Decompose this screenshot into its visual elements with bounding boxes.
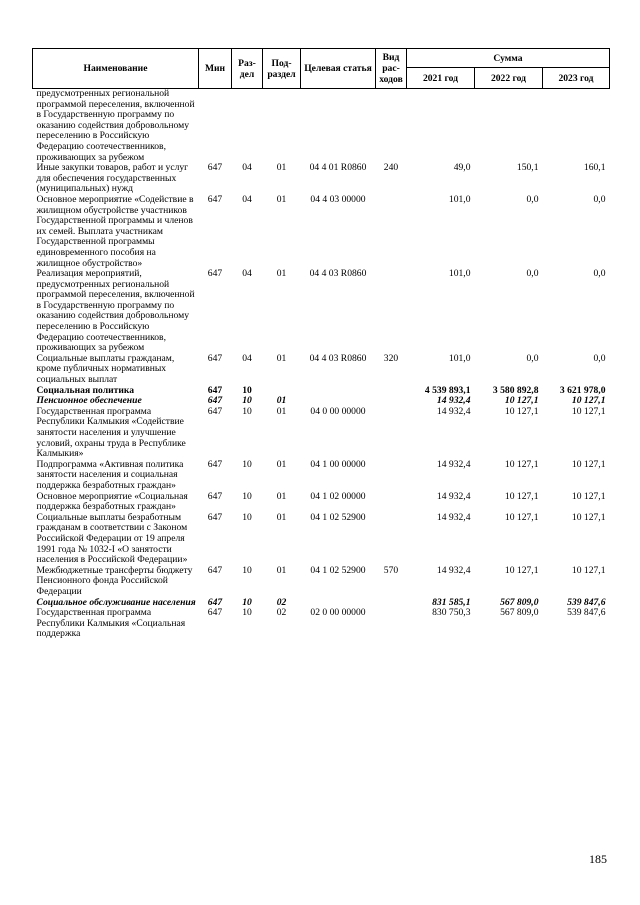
table-cell-name: Основное мероприятие «Социальная поддержка безработных граждан» [36, 490, 188, 513]
table-row [33, 513, 610, 566]
table-row [33, 608, 610, 640]
table-cell-2023: 10 127,1 [571, 490, 606, 502]
table-cell-podrazdel: 01 [276, 511, 287, 523]
table-body [33, 89, 610, 640]
header-min: Мин [199, 49, 232, 89]
table-cell-razdel: 10 [242, 564, 252, 576]
table-cell-2022: 0,0 [526, 352, 539, 364]
table-cell-2022: 10 127,1 [504, 511, 539, 523]
header-2023: 2023 год [543, 68, 610, 89]
table-cell-name: Государственная программа Республики Калмыкия «Содействие занятости населения и улучшение условий, охраны труда в Республике Калмыкия» [36, 405, 186, 460]
table-cell-podrazdel [263, 89, 301, 164]
table-cell-target [301, 89, 376, 164]
table-cell-2023 [543, 89, 610, 164]
table-cell-2023: 0,0 [593, 268, 606, 280]
table-cell-name: Подпрограмма «Активная политика занятости населения и социальная поддержка безработных граждан» [36, 458, 184, 491]
table-cell-target: 04 1 02 00000 [310, 490, 366, 502]
table-cell-2022 [475, 89, 543, 164]
table-cell-2021: 14 932,4 [436, 490, 471, 502]
table-cell-vid [376, 269, 407, 354]
table-cell-2023: 539 847,6 [567, 596, 606, 608]
table-cell-2022: 0,0 [526, 193, 539, 205]
table-cell-podrazdel: 01 [276, 564, 287, 576]
table-cell-min [199, 89, 232, 164]
header-2021: 2021 год [407, 68, 475, 89]
table-cell-2022: 150,1 [516, 162, 539, 174]
table-cell-podrazdel: 01 [276, 395, 287, 407]
table-row [33, 269, 610, 354]
table-cell-target: 04 4 01 R0860 [309, 162, 367, 174]
header-razdel: Раз-дел [232, 49, 263, 89]
table-cell-vid [376, 598, 407, 609]
header-sum: Сумма [407, 49, 610, 68]
table-cell-2022: 0,0 [526, 268, 539, 280]
table-cell-2021 [407, 89, 475, 164]
table-cell-2021: 14 932,4 [436, 405, 471, 417]
table-cell-2023: 539 847,6 [567, 607, 606, 619]
table-cell-vid [376, 513, 407, 566]
table-cell-2021: 4 539 893,1 [424, 384, 471, 396]
table-cell-name: предусмотренных региональной программой переселения, включенной в Государственную программу по оказанию содействия добровольному переселению в Российскую Федерацию соотечественников, проживающих за рубежом [36, 88, 195, 163]
table-cell-razdel: 04 [242, 162, 252, 174]
table-cell-podrazdel: 01 [276, 405, 287, 417]
table-row [33, 89, 610, 164]
table-cell-target: 04 4 03 R0860 [309, 268, 367, 280]
table-cell-name: Реализация мероприятий, предусмотренных региональной программой переселения, включенной в Государственную программу по оказанию содействия добровольному переселению в Российскую Федерацию соотечественников, проживающих за рубежом [36, 268, 195, 354]
table-cell-name: Социальные выплаты гражданам, кроме публичных нормативных социальных выплат [36, 352, 175, 386]
table-cell-name: Социальная политика [36, 384, 135, 396]
header-name: Наименование [33, 49, 199, 89]
table-cell-2023: 0,0 [593, 352, 606, 364]
table-cell-target: 02 0 00 00000 [310, 607, 366, 619]
budget-table [32, 48, 610, 640]
table-cell-name: Межбюджетные трансферты бюджету Пенсионного фонда Российской Федерации [36, 564, 193, 597]
table-cell-name: Основное мероприятие «Содействие в жилищном обустройстве участников Государственной программы и членов их семей. Выплата участникам Государственной программы единовременного пособия на жилищное обустройство» [36, 193, 194, 269]
header-target: Целевая статья [301, 49, 376, 89]
table-cell-min: 647 [207, 162, 223, 174]
table-cell-podrazdel: 01 [276, 268, 287, 280]
table-cell-target [301, 386, 376, 397]
table-cell-podrazdel: 01 [276, 458, 287, 470]
table-cell-razdel: 04 [242, 352, 252, 364]
table-cell-razdel: 10 [242, 607, 252, 619]
table-cell-2021: 14 932,4 [436, 564, 471, 576]
table-cell-2023: 3 621 978,0 [559, 384, 606, 396]
table-cell-razdel: 10 [242, 395, 252, 407]
table-cell-target: 04 1 02 52900 [310, 511, 366, 523]
header-2022: 2022 год [475, 68, 543, 89]
table-row [33, 407, 610, 460]
table-cell-podrazdel: 01 [276, 490, 287, 502]
table-row [33, 195, 610, 269]
table-cell-min: 647 [207, 384, 223, 396]
table-cell-vid [376, 396, 407, 407]
page-number: 185 [589, 852, 607, 866]
table-row [33, 354, 610, 386]
table-cell-2021: 14 932,4 [436, 458, 471, 470]
table-cell-min: 647 [207, 511, 223, 523]
table-cell-podrazdel: 02 [276, 607, 287, 619]
table-cell-podrazdel: 01 [276, 162, 287, 174]
table-cell-name: Государственная программа Республики Калмыкия «Социальная поддержка [36, 607, 186, 640]
table-cell-podrazdel: 01 [276, 193, 287, 205]
table-cell-2021: 101,0 [448, 193, 471, 205]
table-cell-min: 647 [207, 268, 223, 280]
table-cell-razdel [232, 89, 263, 164]
table-cell-podrazdel: 01 [276, 352, 287, 364]
table-cell-min: 647 [207, 564, 223, 576]
table-row [33, 460, 610, 492]
table-cell-vid [376, 195, 407, 269]
table-cell-name: Пенсионное обеспечение [36, 395, 142, 407]
table-cell-2022: 10 127,1 [504, 405, 539, 417]
table-cell-2022: 10 127,1 [504, 458, 539, 470]
table-cell-2022: 567 809,0 [500, 607, 539, 619]
table-cell-2023: 10 127,1 [571, 564, 606, 576]
table-cell-min: 647 [207, 458, 223, 470]
table-cell-vid [376, 492, 407, 513]
table-cell-vid [376, 460, 407, 492]
header-podrazdel: Под-раздел [263, 49, 301, 89]
header-vid: Вид рас-ходов [376, 49, 407, 89]
table-cell-razdel: 04 [242, 193, 252, 205]
table-cell-2021: 49,0 [453, 162, 471, 174]
table-cell-min: 647 [207, 395, 223, 407]
table-row [33, 492, 610, 513]
table-cell-vid [376, 89, 407, 164]
table-row [33, 163, 610, 195]
table-cell-min: 647 [207, 193, 223, 205]
table-cell-razdel: 04 [242, 268, 252, 280]
table-header [33, 49, 610, 89]
table-cell-razdel: 10 [242, 511, 252, 523]
table-cell-name: Социальные выплаты безработным гражданам в соответствии с Законом Российской Федерации от 19 апреля 1991 года № 1032-I «О занятости населения в Российской Федерации» [36, 511, 188, 566]
table-cell-2023: 10 127,1 [571, 405, 606, 417]
table-cell-vid [376, 407, 407, 460]
table-cell-2022: 567 809,0 [500, 596, 539, 608]
table-cell-razdel: 10 [242, 596, 252, 608]
table-cell-2021: 101,0 [448, 352, 471, 364]
table-cell-target: 04 1 02 52900 [310, 564, 366, 576]
table-cell-target: 04 0 00 00000 [310, 405, 366, 417]
table-cell-razdel: 10 [242, 384, 252, 396]
table-cell-name: Иные закупки товаров, работ и услуг для обеспечения государственных (муниципальных) нужд [36, 162, 189, 195]
table-cell-min: 647 [207, 607, 223, 619]
table-cell-2022: 3 580 892,8 [492, 384, 539, 396]
table-cell-2022: 10 127,1 [504, 490, 539, 502]
table-cell-vid: 570 [383, 564, 399, 576]
table-cell-vid: 240 [383, 162, 399, 174]
table-cell-2023: 10 127,1 [571, 458, 606, 470]
table-cell-min: 647 [207, 596, 223, 608]
table-cell-min: 647 [207, 490, 223, 502]
table-cell-2021: 830 750,3 [432, 607, 471, 619]
table-cell-min: 647 [207, 352, 223, 364]
table-cell-razdel: 10 [242, 405, 252, 417]
table-cell-2023: 10 127,1 [571, 511, 606, 523]
table-cell-podrazdel: 02 [276, 596, 287, 608]
table-cell-target: 04 4 03 R0860 [309, 352, 367, 364]
table-cell-2021: 14 932,4 [436, 395, 471, 407]
table-cell-2022: 10 127,1 [504, 564, 539, 576]
table-row [33, 566, 610, 598]
table-cell-2022: 10 127,1 [504, 395, 539, 407]
table-cell-target: 04 1 00 00000 [310, 458, 366, 470]
table-cell-razdel: 10 [242, 458, 252, 470]
table-cell-vid: 320 [383, 352, 399, 364]
table-cell-2021: 101,0 [448, 268, 471, 280]
table-cell-min: 647 [207, 405, 223, 417]
table-cell-2023: 10 127,1 [571, 395, 606, 407]
table-cell-target: 04 4 03 00000 [310, 193, 366, 205]
table-cell-name: Социальное обслуживание населения [36, 596, 196, 608]
table-cell-2021: 14 932,4 [436, 511, 471, 523]
table-cell-razdel: 10 [242, 490, 252, 502]
table-cell-vid [376, 386, 407, 397]
table-cell-2023: 0,0 [593, 193, 606, 205]
table-cell-vid [376, 608, 407, 640]
table-cell-2021: 831 585,1 [432, 596, 471, 608]
table-cell-2023: 160,1 [583, 162, 606, 174]
